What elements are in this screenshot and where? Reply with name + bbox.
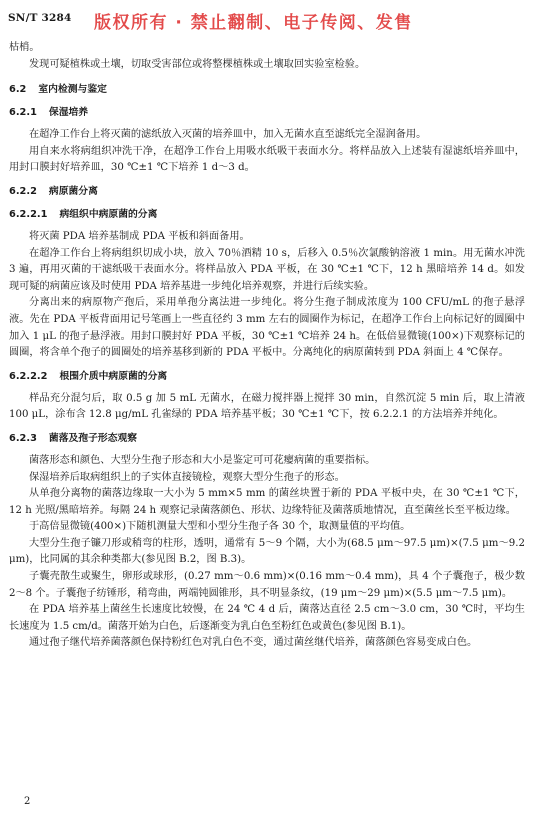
paragraph: 分离出来的病原物产孢后，采用单孢分离法进一步纯化。将分生孢子制成浓度为 100 CFU/mL 的孢子悬浮液。先在 PDA 平板背面用记号笔画上一些直径约 3 mm 左右的圆圈作为标记，在超净工作台上向标记好的圆圈中加入 1 μL 的孢子悬浮液。用封口膜封好 PDA 平板，30 ℃±1 ℃培养 24 h。在低倍显微镜(100×)下观察标记的圆圈，将含单个孢子的圆圈处的培养基移到新的 PDA 平板中。分离纯化的病原菌转到 PDA 斜面上 4 ℃保存。 (9, 297, 525, 359)
paragraph: 大型分生孢子镰刀形或稍弯的柱形，透明，通常有 5～9 个隔，大小为(68.5 μm～97.5 μm)×(7.5 μm～9.2 μm)，比同属的其余种类都大(参见图 B.2，图 B.3)。 (9, 537, 525, 566)
section-title: 根围介质中病原菌的分离 (59, 370, 168, 382)
paragraph-intro-1: 枯梢。 (9, 42, 40, 53)
standard-code: SN/T 3284 (8, 12, 72, 24)
paragraph: 将灭菌 PDA 培养基制成 PDA 平板和斜面备用。 (29, 230, 250, 242)
section-heading-6-2-1 (9, 105, 525, 121)
paragraph: 在超净工作台上将病组织切成小块，放入 70％酒精 10 s，后移入 0.5％次氯酸钠溶液 1 min。用无菌水冲洗 3 遍，再用灭菌的干滤纸吸干表面水分。将样品放入 PDA 平板，在 30 ℃±1 ℃下，12 h 黑暗培养 14 d。如发现可疑的病菌应该及时使用 PDA 培养基进一步纯化培养观察，并进行后续实验。 (9, 247, 525, 292)
paragraph: 样品充分混匀后，取 0.5 g 加 5 mL 无菌水，在磁力搅拌器上搅拌 30 min，自然沉淀 5 min 后，取上清液 100 μL，涂布含 12.8 μg/mL 孔雀绿的 PDA 培养基平板；30 ℃±1 ℃下，按 6.2.2.1 的方法培养并纯化。 (9, 392, 525, 421)
section-number: 6.2.1 (9, 107, 37, 119)
section-heading-6-2-2 (9, 184, 525, 200)
section-title: 保湿培养 (48, 107, 89, 119)
section-title: 菌落及孢子形态观察 (48, 432, 138, 444)
paragraph: 在 PDA 培养基上菌丝生长速度比较慢，在 24 ℃ 4 d 后，菌落达直径 2.5 cm～3.0 cm，30 ℃时，平均生长速度为 1.5 cm/d。菌落开始为白色，后逐渐变为乳白色至粉红色或黄色(参见图 B.1)。 (9, 604, 525, 632)
paragraph: 子囊壳散生或聚生，卵形或球形，(0.27 mm～0.6 mm)×(0.16 mm～0.4 mm)，具 4 个子囊孢子，极少数 2～8 个。子囊孢子纺锤形，稍弯曲，两端钝圆锥形，具不明显条纹，(19 μm～29 μm)×(5.5 μm～7.5 μm)。 (9, 571, 525, 599)
section-number: 6.2 (9, 84, 27, 96)
document-body (9, 40, 525, 652)
paragraph: 在超净工作台上将灭菌的滤纸放入灭菌的培养皿中，加入无菌水直至滤纸完全湿润备用。 (29, 129, 427, 141)
page-number: 2 (24, 796, 31, 807)
section-heading-6-2-2-1 (9, 207, 525, 223)
section-number: 6.2.2.1 (9, 208, 48, 220)
copyright-watermark: 版权所有 · 禁止翻制、电子传阅、发售 (94, 13, 413, 33)
paragraph: 保湿培养后取病组织上的子实体直接镜检，观察大型分生孢子的形态。 (29, 471, 345, 483)
paragraph: 用自来水将病组织冲洗干净，在超净工作台上用吸水纸吸干表面水分。将样品放入上述装有湿滤纸培养皿中，用封口膜封好培养皿，30 ℃±1 ℃下培养 1 d～3 d。 (9, 145, 525, 174)
section-title: 病组织中病原菌的分离 (59, 208, 158, 220)
section-heading-6-2 (9, 82, 525, 98)
paragraph: 从单孢分离物的菌落边缘取一大小为 5 mm×5 mm 的菌丝块置于新的 PDA 平板中央，在 30 ℃±1 ℃下，12 h 光照/黑暗培养。每隔 24 h 观察记录菌落颜色、形状、边缘特征及菌落质地情况，直至菌丝长至平板边缘。 (9, 488, 525, 516)
paragraph: 于高倍显微镜(400×)下随机测量大型和小型分生孢子各 30 个，取测量值的平均值。 (29, 521, 411, 533)
section-number: 6.2.2 (9, 185, 37, 197)
section-number: 6.2.3 (9, 432, 37, 444)
paragraph: 通过孢子继代培养菌落颜色保持粉红色对乳白色不变，通过菌丝继代培养，菌落颜色容易变成白色。 (29, 637, 478, 649)
paragraph-intro-2: 发现可疑植株或土壤，切取受害部位或将整棵植株或土壤取回实验室检验。 (29, 58, 366, 70)
section-title: 室内检测与鉴定 (38, 84, 107, 96)
page-header (8, 8, 527, 32)
paragraph: 菌落形态和颜色、大型分生孢子形态和大小是鉴定可可花瘿病菌的重要指标。 (29, 454, 376, 466)
section-number: 6.2.2.2 (9, 370, 48, 382)
section-title: 病原菌分离 (48, 185, 98, 197)
section-heading-6-2-2-2 (9, 369, 525, 385)
section-heading-6-2-3 (9, 431, 525, 447)
